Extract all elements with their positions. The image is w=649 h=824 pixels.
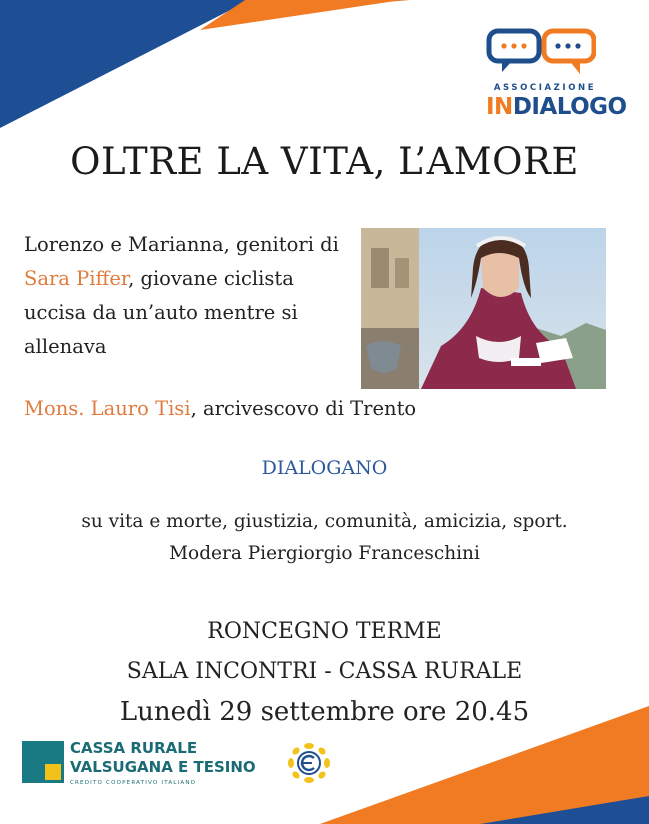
venue-hall: SALA INCONTRI - CASSA RURALE — [126, 659, 523, 684]
venue-town: RONCEGNO TERME — [207, 619, 442, 644]
page-title: OLTRE LA VITA, L’AMORE — [70, 140, 579, 183]
chat-bubbles-icon — [486, 28, 596, 78]
venue-block — [0, 612, 649, 732]
topics-block — [0, 506, 649, 570]
logo-wordmark-in: IN — [486, 94, 513, 120]
speaker-name: Mons. Lauro Tisi — [24, 397, 191, 420]
intro-paragraph — [24, 228, 344, 364]
topics-text: su vita e morte, giustizia, comunità, amicizia, sport. — [81, 511, 568, 532]
cassa-rurale-mark-icon — [22, 741, 64, 783]
cyclist-photo — [361, 228, 606, 389]
credito-cooperativo-icon — [284, 740, 334, 786]
intro-text-before: Lorenzo e Marianna, genitori di — [24, 233, 339, 256]
intro-text-after: , giovane ciclista uccisa da un’auto mentre si allenava — [24, 267, 298, 358]
dialog-label: DIALOGANO — [261, 457, 388, 479]
logo-wordmark — [486, 94, 627, 120]
indialogo-logo — [478, 28, 627, 128]
sponsor-line1: CASSA RURALE — [70, 739, 198, 757]
sponsor-line2: VALSUGANA E TESINO — [70, 758, 256, 776]
sponsor-logo — [22, 740, 332, 790]
top-left-orange-stripe — [0, 0, 420, 130]
moderator-text: Modera Piergiorgio Franceschini — [169, 543, 480, 564]
sponsor-line3: CREDITO COOPERATIVO ITALIANO — [70, 780, 197, 786]
speaker-role: , arcivescovo di Trento — [190, 397, 417, 420]
logo-association-text: ASSOCIAZIONE — [493, 83, 597, 93]
logo-wordmark-dialogo: DIALOGO — [512, 94, 627, 120]
event-date: Lunedì 29 settembre ore 20.45 — [119, 697, 530, 727]
highlighted-name: Sara Piffer — [24, 267, 129, 290]
speaker-line — [24, 397, 524, 420]
